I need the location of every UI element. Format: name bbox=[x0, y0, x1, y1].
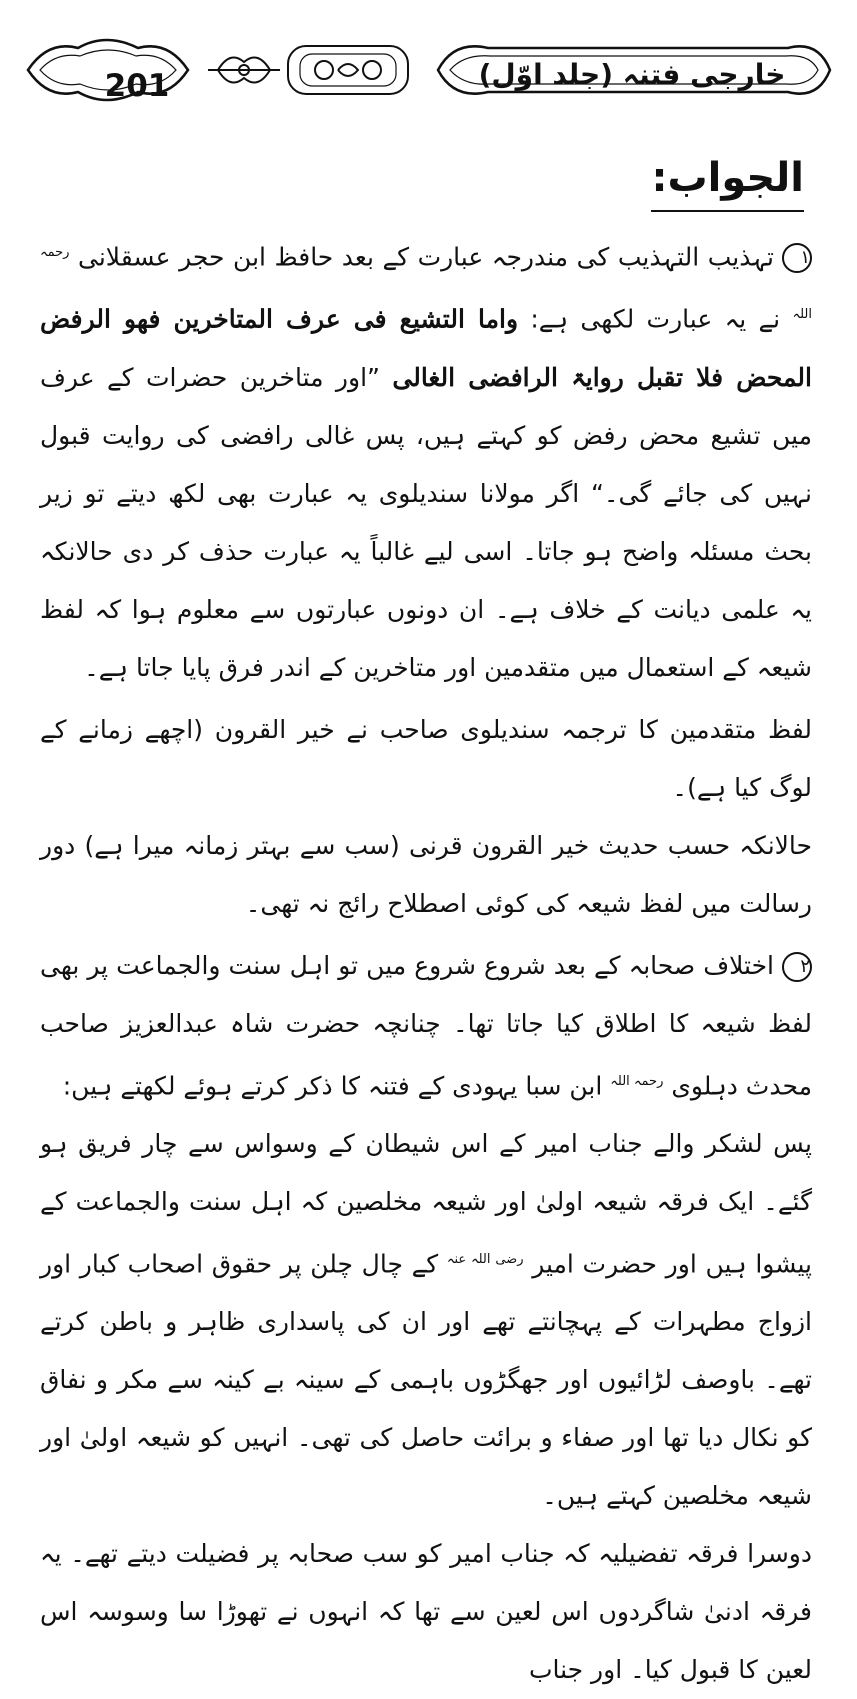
para1-text-c: ”اور متاخرین حضرات کے عرف میں تشیع محض رفض کو کہتے ہیں، پس غالی رافضی کی روایت قبول نہیں کی جائے گی۔“ اگر مولانا سندیلوی یہ عبارت بھی لکھ دیتے تو زیر بحث مسئلہ واضح ہو جاتا۔ اسی لیے غالباً یہ عبارت حذف کر دی حالانکہ یہ علمی دیانت کے خلاف ہے۔ ان دونوں عبارتوں سے معلوم ہوا کہ لفظ شیعہ کے استعمال میں متقدمین اور متاخرین کے اندر فرق پایا جاتا ہے۔ bbox=[40, 362, 812, 682]
honorific-raziallah: رضی اللہ عنہ bbox=[446, 1251, 524, 1267]
paragraph-3: حالانکہ حسب حدیث خیر القرون قرنی (سب سے بہتر زمانہ میرا ہے) دور رسالت میں لفظ شیعہ کی کوئی اصطلاح رائج نہ تھی۔ bbox=[40, 830, 812, 918]
point-number-2: ٢ bbox=[782, 952, 812, 982]
page-content bbox=[40, 148, 812, 1699]
honorific-rahimahullah-2: رحمہ اللہ bbox=[610, 1073, 664, 1089]
center-medallion-icon bbox=[288, 46, 408, 94]
honorific-rahimahullah: رحمہ اللہ bbox=[40, 245, 812, 323]
page-header bbox=[18, 22, 840, 118]
quote1-text-a: پس لشکر والے جناب امیر کے اس شیطان کے وسواس سے چار فریق ہو گئے۔ ایک فرقہ شیعہ اولیٰ اور شیعہ مخلصین کہ اہل سنت والجماعت کے پیشوا ہیں اور حضرت امیر bbox=[40, 1128, 813, 1279]
point-number-1: ١ bbox=[782, 243, 812, 273]
para1-text-a: تہذیب التہذیب کی مندرجہ عبارت کے بعد حافظ ابن حجر عسقلانی bbox=[78, 242, 774, 272]
left-fleuron-icon bbox=[208, 58, 280, 83]
book-title: خارجی فتنہ (جلد اوّل) bbox=[478, 58, 786, 91]
paragraph-1 bbox=[40, 224, 812, 697]
para1-text-b: نے یہ عبارت لکھی ہے: bbox=[530, 304, 781, 334]
arabic-quote: واما التشیع فی عرف المتاخرین فھو الرفض المحض فلا تقبل روایۃ الرافضی الغالی bbox=[40, 304, 812, 392]
quote1-text-b: کے چال چلن پر حقوق اصحاب کبار اور ازواج مطہرات کے پہچانتے تھے اور ان کی پاسداری ظاہر و باطن کرتے تھے۔ باوصف لڑائیوں اور جھگڑوں باہمی کے سینہ بے کینہ سے مکر و نفاق کو نکال دیا تھا اور صفاء و برائت حاصل کی تھی۔ انہیں کو شیعہ اولیٰ اور شیعہ مخلصین کہتے ہیں۔ bbox=[40, 1249, 812, 1511]
answer-heading: الجواب: bbox=[651, 148, 804, 212]
page-number: 201 bbox=[104, 68, 170, 104]
para4-text-a: اختلاف صحابہ کے بعد شروع شروع میں تو اہل سنت والجماعت پر بھی لفظ شیعہ کا اطلاق کیا جاتا تھا۔ چنانچہ حضرت شاہ عبدالعزیز صاحب محدث دہلوی bbox=[40, 950, 812, 1100]
para4-text-b: ابن سبا یہودی کے فتنہ کا ذکر کرتے ہوئے لکھتے ہیں: bbox=[62, 1070, 603, 1100]
paragraph-4 bbox=[40, 937, 812, 1115]
quote-paragraph-2: دوسرا فرقہ تفضیلیہ کہ جناب امیر کو سب صحابہ پر فضیلت دیتے تھے۔ یہ فرقہ ادنیٰ شاگردوں اس لعین سے تھا کہ انہوں نے تھوڑا سا وسوسہ اس لعین کا قبول کیا۔ اور جناب bbox=[40, 1539, 812, 1685]
paragraph-2: لفظ متقدمین کا ترجمہ سندیلوی صاحب نے خیر القرون (اچھے زمانے کے لوگ کیا ہے)۔ bbox=[40, 714, 812, 802]
quote-paragraph-1 bbox=[40, 1115, 812, 1525]
